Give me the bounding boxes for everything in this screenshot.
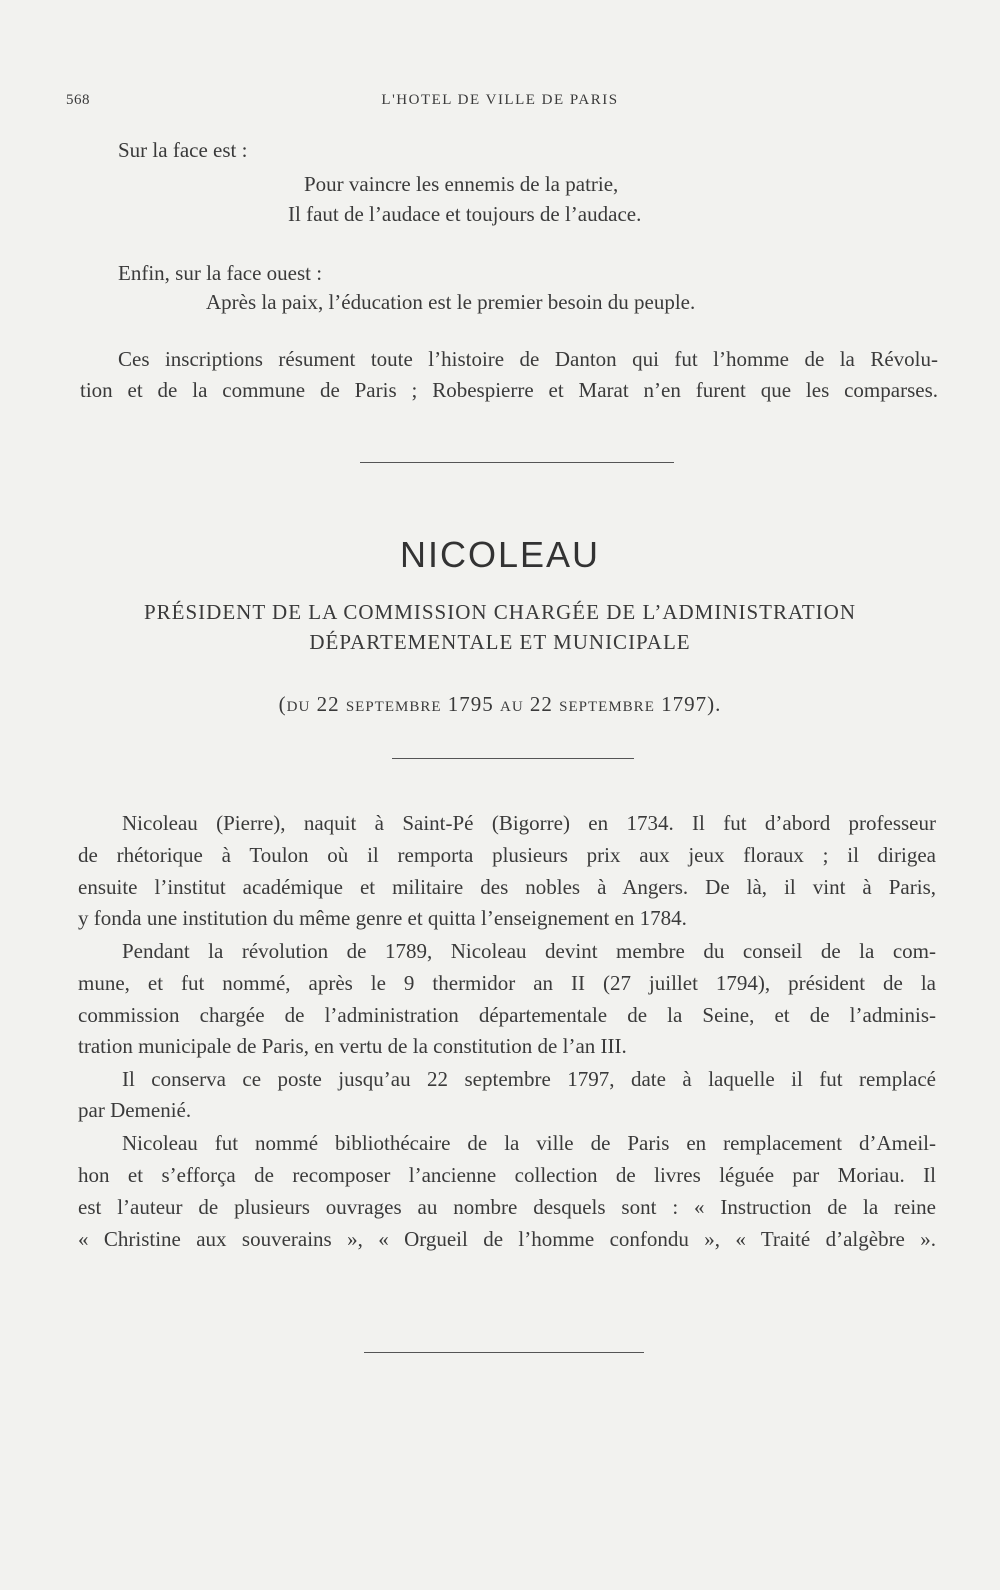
body-line: par Demenié. [78,1098,192,1122]
inscription-east-intro: Sur la face est : [118,138,248,162]
inscription-east-line-1: Pour vaincre les ennemis de la patrie, [304,172,619,196]
running-title: L'HOTEL DE VILLE DE PARIS [381,92,619,108]
body-line: de rhétorique à Toulon où il remporta plusieurs prix aux jeux floraux ; il dirigea [78,843,936,867]
inscription-east-line-2: Il faut de l’audace et toujours de l’audace. [288,202,642,226]
section-heading: NICOLEAU [399,534,601,575]
section-divider-middle [392,758,634,759]
dates-open: ( [278,692,287,716]
body-line: y fonda une institution du même genre et quitta l’enseignement en 1784. [78,906,687,930]
dates-year-2: 1797 [661,692,708,716]
page-number: 568 [66,92,90,108]
inscription-west-intro: Enfin, sur la face ouest : [118,261,323,285]
body-line: ensuite l’institut académique et militaire des nobles à Angers. De là, il vint à Paris, [78,875,936,899]
body-line: est l’auteur de plusieurs ouvrages au nombre desquels sont : « Instruction de la reine [78,1195,936,1219]
body-line: « Christine aux souverains », « Orgueil de l’homme confondu », « Traité d’algèbre ». [78,1227,936,1251]
dates-month-1: SEPTEMBRE [345,699,442,715]
body-line: commission chargée de l’administration départementale de la Seine, et de l’adminis- [78,1003,936,1027]
body-line: Il conserva ce poste jusqu’au 22 septembre 1797, date à laquelle il fut remplacé [122,1067,936,1091]
summary-line-1: Ces inscriptions résument toute l’histoire de Danton qui fut l’homme de la Révolu- [118,347,938,371]
dates-close: ). [707,692,722,716]
dates-month-2: SEPTEMBRE [559,699,655,715]
section-divider-bottom [364,1352,644,1353]
dates-day-2: 22 [529,692,553,716]
body-line: hon et s’efforça de recomposer l’ancienne collection de livres léguée par Moriau. Il [78,1163,936,1187]
dates-day-1: 22 [316,692,340,716]
dates-year-1: 1795 [447,692,494,716]
body-line: Nicoleau fut nommé bibliothécaire de la ville de Paris en remplacement d’Ameil- [122,1131,936,1155]
body-line: mune, et fut nommé, après le 9 thermidor an II (27 juillet 1794), président de la [78,971,936,995]
inscription-west-line-1: Après la paix, l’éducation est le premier besoin du peuple. [206,290,696,314]
section-divider-top [360,462,674,463]
section-title-line-1: PRÉSIDENT DE LA COMMISSION CHARGÉE DE L’ADMINISTRATION [143,600,857,624]
body-line: Nicoleau (Pierre), naquit à Saint-Pé (Bigorre) en 1734. Il fut d’abord professeur [122,811,936,835]
dates-au: AU [500,699,524,715]
body-line: tration municipale de Paris, en vertu de la constitution de l’an III. [78,1034,627,1058]
summary-line-2: tion et de la commune de Paris ; Robespierre et Marat n’en furent que les comparses. [80,378,938,402]
section-title-line-2: DÉPARTEMENTALE ET MUNICIPALE [309,630,691,654]
dates-du: DU [286,699,311,715]
section-dates [0,692,1000,717]
body-line: Pendant la révolution de 1789, Nicoleau devint membre du conseil de la com- [122,939,936,963]
